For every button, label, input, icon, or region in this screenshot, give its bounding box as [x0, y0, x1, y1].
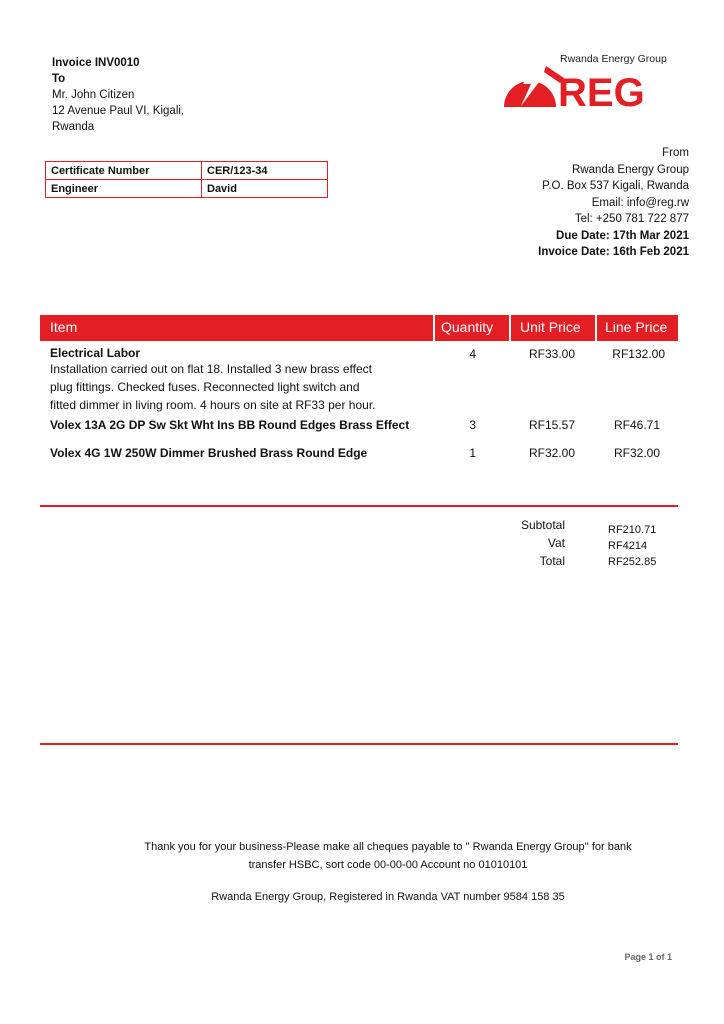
engineer-label: Engineer: [46, 180, 202, 198]
item-title: Volex 13A 2G DP Sw Skt Wht Ins BB Round Edges Brass Effect: [50, 418, 410, 432]
subtotal-value: RF210.71: [608, 524, 657, 536]
item-unit-price: RF33.00: [528, 347, 575, 361]
invoice-date: Invoice Date: 16th Feb 2021: [538, 246, 689, 258]
from-company: Rwanda Energy Group: [572, 163, 689, 176]
header-quantity: Quantity: [441, 319, 494, 335]
certificate-number-label: Certificate Number: [46, 162, 202, 180]
logo-company-caption: Rwanda Energy Group: [560, 53, 667, 65]
certificate-number-value: CER/123-34: [202, 162, 328, 180]
customer-address-line1: 12 Avenue Paul VI, Kigali,: [52, 105, 185, 117]
payment-note-line2: transfer HSBC, sort code 00-00-00 Account no 01010101: [248, 859, 528, 871]
table-row: [50, 346, 430, 414]
page-number: Page 1 of 1: [624, 952, 672, 962]
total-value: RF252.85: [608, 556, 657, 568]
item-unit-price: RF15.57: [528, 418, 575, 432]
logo-wordmark: REG: [558, 71, 645, 110]
item-title: Electrical Labor: [50, 346, 141, 360]
item-line-price: RF132.00: [612, 347, 665, 361]
from-block: [538, 145, 689, 261]
item-unit-price: RF32.00: [528, 446, 575, 460]
certificate-row: [46, 180, 328, 198]
vat-label: Vat: [547, 536, 565, 550]
subtotal-label: Subtotal: [520, 518, 565, 532]
vat-value: RF4214: [608, 540, 648, 552]
item-quantity: 1: [469, 446, 476, 460]
customer-name: Mr. John Citizen: [52, 89, 135, 101]
header-line-price: Line Price: [605, 319, 668, 335]
invoice-number: Invoice INV0010: [52, 57, 140, 69]
header-item: Item: [50, 319, 78, 335]
table-divider: [40, 505, 678, 507]
bill-to-block: [52, 55, 184, 135]
item-line-price: RF46.71: [613, 418, 660, 432]
item-description-line: plug fittings. Checked fuses. Reconnected light switch and: [50, 380, 360, 394]
item-title: Volex 4G 1W 250W Dimmer Brushed Brass Round Edge: [50, 446, 368, 460]
certificate-row: [46, 162, 328, 180]
reg-logo: [500, 50, 680, 110]
to-label: To: [52, 73, 66, 85]
engineer-value: David: [202, 180, 328, 198]
from-email: Email: info@reg.rw: [591, 196, 689, 209]
from-tel: Tel: +250 781 722 877: [574, 213, 689, 225]
item-description-line: fitted dimmer in living room. 4 hours on site at RF33 per hour.: [50, 398, 376, 412]
payment-note: [100, 838, 676, 874]
item-description-line: Installation carried out on flat 18. Installed 3 new brass effect: [50, 362, 372, 376]
item-quantity: 4: [469, 347, 476, 361]
from-po-box: P.O. Box 537 Kigali, Rwanda: [542, 180, 689, 192]
total-label: Total: [539, 554, 565, 568]
totals-values: [608, 522, 656, 570]
item-description: [50, 360, 430, 414]
certificate-table: [45, 161, 328, 198]
due-date: Due Date: 17th Mar 2021: [556, 229, 689, 242]
vat-registration: Rwanda Energy Group, Registered in Rwanda VAT number 9584 158 35: [211, 891, 565, 903]
payment-note-line1: Thank you for your business-Please make all cheques payable to '' Rwanda Energy Group'' for bank: [144, 841, 632, 853]
items-table-header: [40, 315, 678, 341]
totals-labels: [505, 516, 565, 570]
header-unit-price: Unit Price: [520, 319, 581, 335]
from-label: From: [662, 147, 689, 159]
item-line-price: RF32.00: [613, 446, 660, 460]
totals-divider: [40, 743, 678, 745]
customer-address-line2: Rwanda: [52, 121, 95, 133]
item-quantity: 3: [469, 418, 476, 432]
